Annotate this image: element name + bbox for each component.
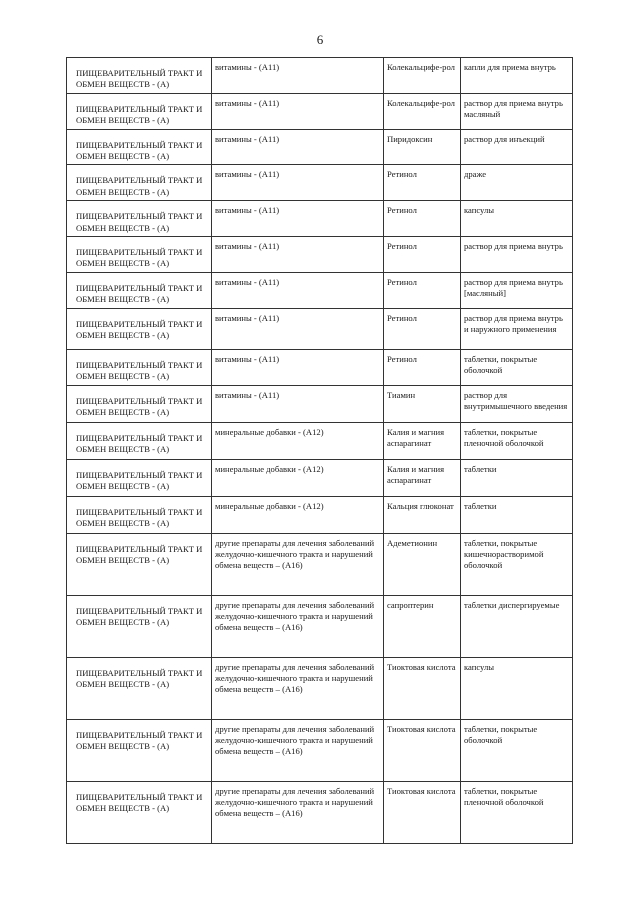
table-row: [67, 657, 573, 719]
group-cell: ПИЩЕВАРИТЕЛЬНЫЙ ТРАКТ И ОБМЕН ВЕЩЕСТВ - (А): [67, 719, 212, 781]
table-row: [67, 781, 573, 843]
subgroup-cell: витамины - (А11): [212, 272, 384, 308]
table-row: [67, 272, 573, 308]
dosage-form-cell: таблетки, покрытые оболочкой: [461, 719, 573, 781]
drug-table: [66, 57, 573, 844]
substance-cell: Колекальцифе-рол: [384, 58, 461, 94]
dosage-form-cell: раствор для приема внутрь: [461, 237, 573, 273]
subgroup-cell: витамины - (А11): [212, 308, 384, 349]
subgroup-cell: витамины - (А11): [212, 129, 384, 165]
substance-cell: Ретинол: [384, 308, 461, 349]
dosage-form-cell: капсулы: [461, 657, 573, 719]
group-cell: ПИЩЕВАРИТЕЛЬНЫЙ ТРАКТ И ОБМЕН ВЕЩЕСТВ - (А): [67, 93, 212, 129]
dosage-form-cell: раствор для приема внутрь и наружного применения: [461, 308, 573, 349]
dosage-form-cell: капсулы: [461, 201, 573, 237]
subgroup-cell: минеральные добавки - (А12): [212, 422, 384, 459]
table-row: [67, 237, 573, 273]
substance-cell: Тиоктовая кислота: [384, 719, 461, 781]
substance-cell: Ретинол: [384, 165, 461, 201]
subgroup-cell: другие препараты для лечения заболеваний желудочно-кишечного тракта и нарушений обмена веществ – (А16): [212, 719, 384, 781]
substance-cell: Калия и магния аспарагинат: [384, 422, 461, 459]
substance-cell: Ретинол: [384, 201, 461, 237]
dosage-form-cell: таблетки, покрытые пленочной оболочкой: [461, 422, 573, 459]
group-cell: ПИЩЕВАРИТЕЛЬНЫЙ ТРАКТ И ОБМЕН ВЕЩЕСТВ - (А): [67, 657, 212, 719]
group-cell: ПИЩЕВАРИТЕЛЬНЫЙ ТРАКТ И ОБМЕН ВЕЩЕСТВ - (А): [67, 385, 212, 422]
table-row: [67, 719, 573, 781]
group-cell: ПИЩЕВАРИТЕЛЬНЫЙ ТРАКТ И ОБМЕН ВЕЩЕСТВ - (А): [67, 595, 212, 657]
group-cell: ПИЩЕВАРИТЕЛЬНЫЙ ТРАКТ И ОБМЕН ВЕЩЕСТВ - (А): [67, 165, 212, 201]
subgroup-cell: витамины - (А11): [212, 58, 384, 94]
table-row: [67, 165, 573, 201]
subgroup-cell: витамины - (А11): [212, 237, 384, 273]
substance-cell: Тиоктовая кислота: [384, 657, 461, 719]
table-row: [67, 595, 573, 657]
dosage-form-cell: таблетки диспергируемые: [461, 595, 573, 657]
table-row: [67, 308, 573, 349]
subgroup-cell: витамины - (А11): [212, 201, 384, 237]
dosage-form-cell: таблетки: [461, 459, 573, 496]
subgroup-cell: минеральные добавки - (А12): [212, 496, 384, 533]
table-row: [67, 385, 573, 422]
table-row: [67, 349, 573, 385]
table-row: [67, 496, 573, 533]
substance-cell: Ретинол: [384, 349, 461, 385]
substance-cell: Тиоктовая кислота: [384, 781, 461, 843]
group-cell: ПИЩЕВАРИТЕЛЬНЫЙ ТРАКТ И ОБМЕН ВЕЩЕСТВ - (А): [67, 422, 212, 459]
subgroup-cell: витамины - (А11): [212, 165, 384, 201]
group-cell: ПИЩЕВАРИТЕЛЬНЫЙ ТРАКТ И ОБМЕН ВЕЩЕСТВ - (А): [67, 237, 212, 273]
page-number: 6: [316, 32, 324, 47]
substance-cell: Тиамин: [384, 385, 461, 422]
group-cell: ПИЩЕВАРИТЕЛЬНЫЙ ТРАКТ И ОБМЕН ВЕЩЕСТВ - (А): [67, 533, 212, 595]
substance-cell: Кальция глюконат: [384, 496, 461, 533]
substance-cell: Колекальцифе-рол: [384, 93, 461, 129]
group-cell: ПИЩЕВАРИТЕЛЬНЫЙ ТРАКТ И ОБМЕН ВЕЩЕСТВ - (А): [67, 781, 212, 843]
table-row: [67, 129, 573, 165]
dosage-form-cell: таблетки, покрытые оболочкой: [461, 349, 573, 385]
group-cell: ПИЩЕВАРИТЕЛЬНЫЙ ТРАКТ И ОБМЕН ВЕЩЕСТВ - (А): [67, 129, 212, 165]
subgroup-cell: другие препараты для лечения заболеваний желудочно-кишечного тракта и нарушений обмена веществ – (А16): [212, 595, 384, 657]
table-row: [67, 422, 573, 459]
dosage-form-cell: раствор для инъекций: [461, 129, 573, 165]
subgroup-cell: другие препараты для лечения заболеваний желудочно-кишечного тракта и нарушений обмена веществ – (А16): [212, 781, 384, 843]
dosage-form-cell: таблетки: [461, 496, 573, 533]
group-cell: ПИЩЕВАРИТЕЛЬНЫЙ ТРАКТ И ОБМЕН ВЕЩЕСТВ - (А): [67, 201, 212, 237]
table-row: [67, 201, 573, 237]
group-cell: ПИЩЕВАРИТЕЛЬНЫЙ ТРАКТ И ОБМЕН ВЕЩЕСТВ - (А): [67, 308, 212, 349]
group-cell: ПИЩЕВАРИТЕЛЬНЫЙ ТРАКТ И ОБМЕН ВЕЩЕСТВ - (А): [67, 496, 212, 533]
group-cell: ПИЩЕВАРИТЕЛЬНЫЙ ТРАКТ И ОБМЕН ВЕЩЕСТВ - (А): [67, 58, 212, 94]
dosage-form-cell: таблетки, покрытые пленочной оболочкой: [461, 781, 573, 843]
substance-cell: Калия и магния аспарагинат: [384, 459, 461, 496]
dosage-form-cell: капли для приема внутрь: [461, 58, 573, 94]
group-cell: ПИЩЕВАРИТЕЛЬНЫЙ ТРАКТ И ОБМЕН ВЕЩЕСТВ - (А): [67, 349, 212, 385]
subgroup-cell: витамины - (А11): [212, 385, 384, 422]
dosage-form-cell: раствор для внутримышечного введения: [461, 385, 573, 422]
group-cell: ПИЩЕВАРИТЕЛЬНЫЙ ТРАКТ И ОБМЕН ВЕЩЕСТВ - (А): [67, 272, 212, 308]
substance-cell: Ретинол: [384, 272, 461, 308]
dosage-form-cell: раствор для приема внутрь масляный: [461, 93, 573, 129]
subgroup-cell: витамины - (А11): [212, 93, 384, 129]
subgroup-cell: минеральные добавки - (А12): [212, 459, 384, 496]
substance-cell: Адеметионин: [384, 533, 461, 595]
substance-cell: Пиридоксин: [384, 129, 461, 165]
table-row: [67, 459, 573, 496]
subgroup-cell: другие препараты для лечения заболеваний желудочно-кишечного тракта и нарушений обмена веществ – (А16): [212, 657, 384, 719]
substance-cell: Ретинол: [384, 237, 461, 273]
group-cell: ПИЩЕВАРИТЕЛЬНЫЙ ТРАКТ И ОБМЕН ВЕЩЕСТВ - (А): [67, 459, 212, 496]
dosage-form-cell: драже: [461, 165, 573, 201]
table-row: [67, 93, 573, 129]
subgroup-cell: витамины - (А11): [212, 349, 384, 385]
substance-cell: сапроптерин: [384, 595, 461, 657]
table-row: [67, 58, 573, 94]
table-row: [67, 533, 573, 595]
dosage-form-cell: таблетки, покрытые кишечнорастворимой оболочкой: [461, 533, 573, 595]
subgroup-cell: другие препараты для лечения заболеваний желудочно-кишечного тракта и нарушений обмена веществ – (А16): [212, 533, 384, 595]
drug-table-body: [67, 58, 573, 844]
dosage-form-cell: раствор для приема внутрь [масляный]: [461, 272, 573, 308]
